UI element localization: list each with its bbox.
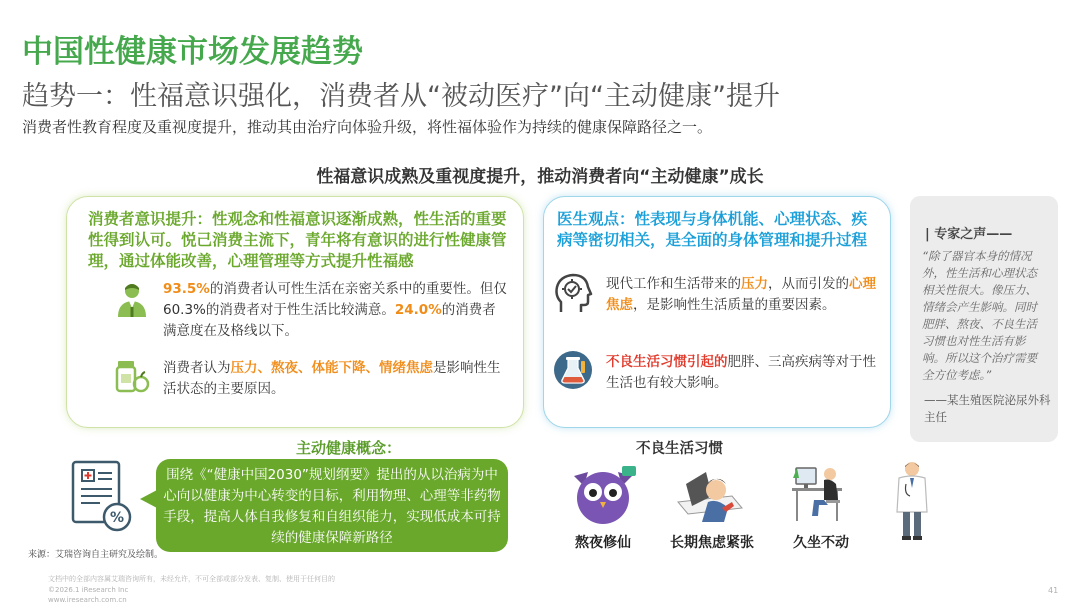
factors-highlight: 压力、熬夜、体能下降、情绪焦虑 xyxy=(230,360,433,376)
doctor-pressure-text: 现代工作和生活带来的压力，从而引发的心理焦虑，是影响性生活质量的重要因素。 xyxy=(606,276,876,313)
expert-signature: ——某生殖医院泌尿外科主任 xyxy=(924,393,1051,424)
doctor-panel-heading: 医生观点：性表现与身体机能、心理状态、疾病等密切相关，是全面的身体管理和提升过程 xyxy=(557,210,868,249)
lab-flask-icon xyxy=(553,350,593,390)
source-note: 来源：艾瑞咨询自主研究及绘制。 xyxy=(28,550,164,560)
anxiety-highlight: 心理焦虑 xyxy=(606,276,876,313)
stat-93-5: 93.5% xyxy=(163,281,210,297)
page-number: 41 xyxy=(1048,586,1059,595)
concept-bubble-tail xyxy=(140,490,157,508)
copyright: ©2026.1 iResearch Inc xyxy=(48,586,129,594)
concept-text: 围绕《“健康中国2030”规划纲要》提出的从以治病为中心向以健康为中心转变的目标，利用物理、心理等非药物手段，提高人体自我修复和自组织能力，实现低成本可持续的健康保障新路径 xyxy=(163,467,501,546)
stressed-worker-icon xyxy=(672,462,748,526)
bad-habits-highlight: 不良生活习惯引起的 xyxy=(606,354,728,370)
consumer-stat-text: 93.5%的消费者认可性生活在亲密关系中的重要性。但仅60.3%的消费者对于性生活比较满意。24.0%的消费者满意度在及格线以下。 xyxy=(163,281,507,339)
expert-title: | 专家之声—— xyxy=(925,227,1013,242)
consumer-factors-text: 消费者认为压力、熬夜、体能下降、情绪焦虑是影响性生活状态的主要原因。 xyxy=(163,360,501,397)
concept-heading: 主动健康概念： xyxy=(296,439,402,457)
expert-quote: “除了器官本身的情况外，性生活和心理状态相关性很大。像压力、情绪会产生影响。同时肥胖、熬夜、不良生活习惯也对性生活有影响。所以这个治疗需要全方位考虑。” xyxy=(922,249,1037,382)
person-icon xyxy=(114,281,148,315)
sitting-desk-icon xyxy=(788,460,852,526)
habit-label: 久坐不动 xyxy=(793,535,849,551)
doctor-habits-text: 不良生活习惯引起的肥胖、三高疾病等对于性生活也有较大影响。 xyxy=(606,354,876,391)
pill-bottle-apple-icon xyxy=(114,358,148,392)
consumer-panel-heading: 消费者意识提升：性观念和性福意识逐渐成熟，性生活的重要性得到认可。悦己消费主流下，青年将有意识的进行性健康管理，通过体能改善，心理管理等方式提升性福感 xyxy=(88,210,507,270)
night-owl-icon xyxy=(566,462,640,526)
habit-label: 长期焦虑紧张 xyxy=(670,535,754,551)
page-title: 中国性健康市场发展趋势 xyxy=(22,34,363,70)
section-heading: 性福意识成熟及重视度提升，推动消费者向“主动健康”成长 xyxy=(316,167,764,187)
website: www.iresearch.com.cn xyxy=(48,596,127,604)
medical-report-icon xyxy=(70,459,132,533)
disclaimer: 文档中的全部内容属艾瑞咨询所有，未经允许，不可全部或部分发表、复制、使用于任何目的 xyxy=(48,575,335,583)
svg-text:%: % xyxy=(109,510,125,526)
pressure-highlight: 压力 xyxy=(741,276,768,292)
lead-text: 消费者性教育程度及重视度提升，推动其由治疗向体验升级，将性福体验作为持续的健康保障路径之一。 xyxy=(22,118,713,136)
stat-24-0: 24.0% xyxy=(394,302,442,318)
page-subtitle: 趋势一：性福意识强化，消费者从“被动医疗”向“主动健康”提升 xyxy=(22,81,780,112)
bad-habits-heading: 不良生活习惯 xyxy=(636,441,723,457)
habit-label: 熬夜修仙 xyxy=(575,535,631,551)
doctor-icon xyxy=(894,460,930,542)
head-brain-icon xyxy=(553,272,593,314)
